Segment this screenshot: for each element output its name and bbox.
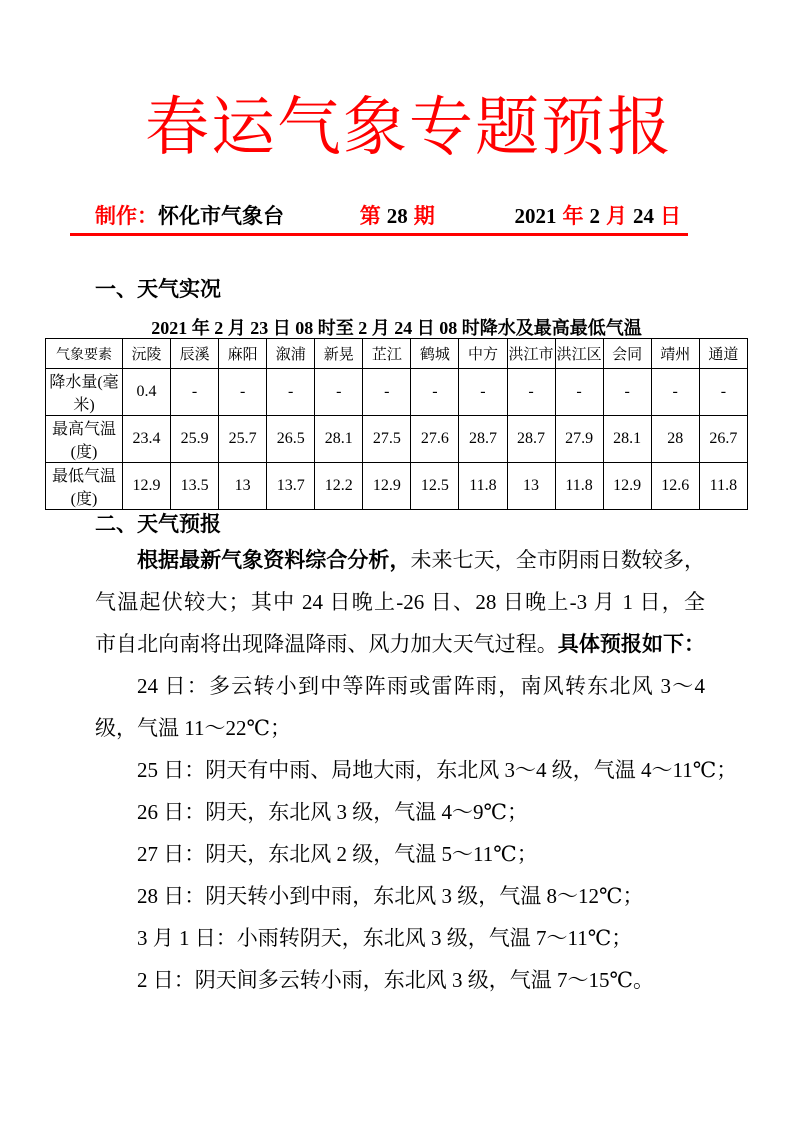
forecast-item-mar1: 3 月 1 日：小雨转阴天，东北风 3 级，气温 7～11℃； — [137, 926, 633, 950]
forecast-intro-bold: 具体预报如下： — [557, 632, 705, 656]
forecast-intro-text: 市自北向南将出现降温降雨、风力加大天气过程。 — [95, 632, 558, 656]
date-day: 24 — [633, 204, 654, 228]
forecast-item-day26: 26 日：阴天，东北风 3 级，气温 4～9℃； — [137, 800, 528, 824]
table-cell: - — [171, 369, 219, 416]
forecast-item-day28: 28 日：阴天转小到中雨，东北风 3 级，气温 8～12℃； — [137, 884, 644, 908]
table-row-label: 降水量(毫米) — [46, 369, 123, 416]
table-header-cell: 通道 — [699, 339, 747, 369]
table-header-cell: 沅陵 — [123, 339, 171, 369]
issue-prefix: 第 — [359, 204, 381, 228]
table-cell: 27.5 — [363, 416, 411, 463]
weather-observation-table — [45, 338, 748, 510]
section-heading-forecast: 二、天气预报 — [95, 512, 221, 536]
table-header-cell: 新晃 — [315, 339, 363, 369]
table-cell: 0.4 — [123, 369, 171, 416]
table-header-cell: 靖州 — [651, 339, 699, 369]
table-cell: 23.4 — [123, 416, 171, 463]
table-cell: 13.7 — [267, 463, 315, 510]
date-year: 2021 — [514, 204, 557, 228]
forecast-intro-text: 未来七天，全市阴雨日数较多， — [410, 548, 705, 572]
table-cell: 11.8 — [459, 463, 507, 510]
table-header-cell: 会同 — [603, 339, 651, 369]
table-cell: - — [411, 369, 459, 416]
table-header-cell: 芷江 — [363, 339, 411, 369]
table-cell: 12.9 — [123, 463, 171, 510]
table-cell: 28 — [651, 416, 699, 463]
forecast-item-day25: 25 日：阴天有中雨、局地大雨，东北风 3～4 级，气温 4～11℃； — [137, 758, 738, 782]
forecast-intro-bold: 根据最新气象资料综合分析， — [137, 548, 411, 572]
table-cell: 11.8 — [699, 463, 747, 510]
forecast-item-day24-cont: 级，气温 11～22℃； — [95, 716, 291, 740]
table-cell: 12.6 — [651, 463, 699, 510]
table-header-cell: 鹤城 — [411, 339, 459, 369]
document-title: 春运气象专题预报 — [145, 92, 673, 163]
table-cell: - — [363, 369, 411, 416]
table-row-max-temp — [46, 416, 748, 463]
table-cell: - — [459, 369, 507, 416]
table-row-precipitation — [46, 369, 748, 416]
issue-info-row — [95, 200, 683, 230]
table-cell: - — [699, 369, 747, 416]
table-cell: - — [507, 369, 555, 416]
date-month: 2 — [589, 204, 600, 228]
table-cell: 12.9 — [363, 463, 411, 510]
date-day-unit: 日 — [660, 204, 681, 228]
producer-info — [95, 200, 284, 230]
forecast-item-mar2: 2 日：阴天间多云转小雨，东北风 3 级，气温 7～15℃。 — [137, 968, 654, 992]
forecast-intro-line — [95, 539, 705, 581]
date-month-unit: 月 — [606, 204, 627, 228]
table-cell: 12.5 — [411, 463, 459, 510]
table-row-label: 最低气温(度) — [46, 463, 123, 510]
table-row-min-temp — [46, 463, 748, 510]
table-cell: 26.5 — [267, 416, 315, 463]
table-header-cell: 麻阳 — [219, 339, 267, 369]
table-cell: 25.9 — [171, 416, 219, 463]
table-cell: 28.1 — [315, 416, 363, 463]
table-header-cell: 辰溪 — [171, 339, 219, 369]
table-row-label: 最高气温(度) — [46, 416, 123, 463]
forecast-intro-line — [95, 623, 705, 665]
forecast-body — [95, 539, 738, 1001]
table-cell: - — [555, 369, 603, 416]
table-cell: - — [219, 369, 267, 416]
table-cell: 26.7 — [699, 416, 747, 463]
table-cell: - — [267, 369, 315, 416]
weather-table-title: 2021 年 2 月 23 日 08 时至 2 月 24 日 08 时降水及最高最低气温 — [151, 318, 642, 338]
date-year-unit: 年 — [562, 204, 584, 228]
table-cell: - — [315, 369, 363, 416]
table-cell: 27.6 — [411, 416, 459, 463]
forecast-item-day27: 27 日：阴天，东北风 2 级，气温 5～11℃； — [137, 842, 538, 866]
section-heading-actual-weather: 一、天气实况 — [95, 277, 221, 301]
forecast-intro-line: 气温起伏较大；其中 24 日晚上-26 日、28 日晚上-3 月 1 日，全 — [95, 590, 705, 614]
forecast-item-day24: 24 日：多云转小到中等阵雨或雷阵雨，南风转东北风 3～4 — [137, 674, 705, 698]
table-cell: 13.5 — [171, 463, 219, 510]
table-cell: 13 — [507, 463, 555, 510]
producer-label: 制作： — [95, 204, 158, 228]
table-cell: 28.7 — [459, 416, 507, 463]
table-cell: - — [603, 369, 651, 416]
table-cell: 27.9 — [555, 416, 603, 463]
table-header-cell: 中方 — [459, 339, 507, 369]
issue-date — [511, 200, 684, 230]
red-divider-line — [70, 233, 688, 236]
producer-name: 怀化市气象台 — [158, 204, 284, 228]
table-header-cell: 洪江区 — [555, 339, 603, 369]
issue-value: 28 — [386, 204, 408, 228]
table-header-row — [46, 339, 748, 369]
issue-number — [358, 200, 437, 230]
table-cell: - — [651, 369, 699, 416]
issue-suffix: 期 — [413, 204, 435, 228]
table-cell: 12.9 — [603, 463, 651, 510]
table-cell: 28.7 — [507, 416, 555, 463]
table-header-cell: 气象要素 — [46, 339, 123, 369]
table-header-cell: 洪江市 — [507, 339, 555, 369]
table-cell: 12.2 — [315, 463, 363, 510]
table-cell: 28.1 — [603, 416, 651, 463]
table-header-cell: 溆浦 — [267, 339, 315, 369]
table-cell: 25.7 — [219, 416, 267, 463]
table-cell: 13 — [219, 463, 267, 510]
table-cell: 11.8 — [555, 463, 603, 510]
